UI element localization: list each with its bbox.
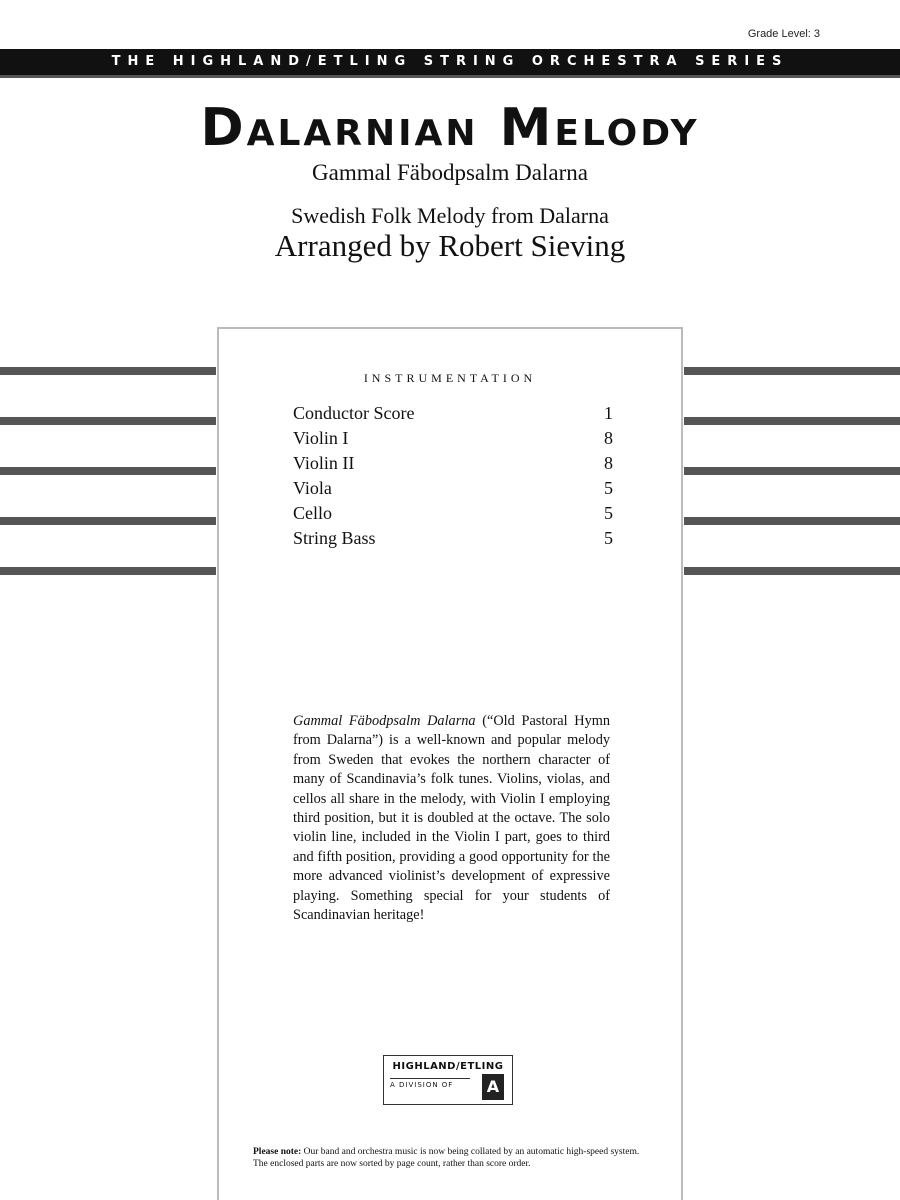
note-text: Our band and orchestra music is now being collated by an automatic high-speed system. The enclosed parts are now sorted by page count, rather than score order. (253, 1147, 640, 1169)
instrument-count: 8 (604, 428, 613, 448)
instrument-count: 5 (604, 528, 613, 548)
staff-line (0, 567, 216, 575)
page-title: Dalarnian Melody (200, 98, 700, 158)
list-item (293, 476, 613, 501)
note-label: Please note: (253, 1147, 302, 1157)
publisher-name: HIGHLAND/ETLING (392, 1061, 504, 1072)
publisher-logo (383, 1055, 513, 1105)
subtitle: Gammal Fäbodpsalm Dalarna (312, 160, 588, 185)
staff-line (684, 467, 900, 475)
instrument-name: Viola (293, 478, 332, 498)
staff-line (0, 517, 216, 525)
list-item (293, 526, 613, 551)
staff-line (684, 417, 900, 425)
list-item (293, 451, 613, 476)
list-item (293, 401, 613, 426)
instrument-count: 1 (604, 403, 613, 423)
staff-line (684, 367, 900, 375)
staff-line (0, 367, 216, 375)
instrument-name: Violin I (293, 428, 349, 448)
instrumentation-heading: INSTRUMENTATION (363, 371, 537, 385)
instrument-name: String Bass (293, 528, 376, 548)
instrument-count: 5 (604, 503, 613, 523)
staff-line (684, 517, 900, 525)
instrument-name: Cello (293, 503, 332, 523)
staff-line (684, 567, 900, 575)
instrument-name: Violin II (293, 453, 355, 473)
publisher-division: A DIVISION OF (390, 1078, 470, 1089)
staff-line (0, 417, 216, 425)
instrument-count: 8 (604, 453, 613, 473)
grade-level: Grade Level: 3 (747, 28, 820, 40)
description-text: (“Old Pastoral Hymn from Dalarna”) is a well-known and popular melody from Sweden that evokes the northern character of many of Scandinavia’s folk tunes. Violins, violas, and cellos all share in the melody, with Violin I employing third position, but it is doubled at the octave. The solo violin line, included in the Violin I part, goes to third and fifth position, providing a good opportunity for the more advanced violinist’s development of expressive playing. Something special for your students of Scandinavian heritage! (293, 713, 610, 924)
list-item (293, 426, 613, 451)
description-paragraph (293, 712, 610, 925)
arranger-line: Arranged by Robert Sieving (274, 228, 626, 263)
origin-line: Swedish Folk Melody from Dalarna (291, 203, 609, 228)
instrumentation-list (293, 401, 613, 551)
list-item (293, 501, 613, 526)
description-italic-title: Gammal Fäbodpsalm Dalarna (293, 713, 476, 729)
instrument-name: Conductor Score (293, 403, 415, 423)
instrument-count: 5 (604, 478, 613, 498)
staff-line (0, 467, 216, 475)
series-banner: THE HIGHLAND/ETLING STRING ORCHESTRA SERIES (0, 49, 900, 78)
footer-note (253, 1146, 653, 1170)
alfred-logo-icon: A (482, 1074, 504, 1100)
